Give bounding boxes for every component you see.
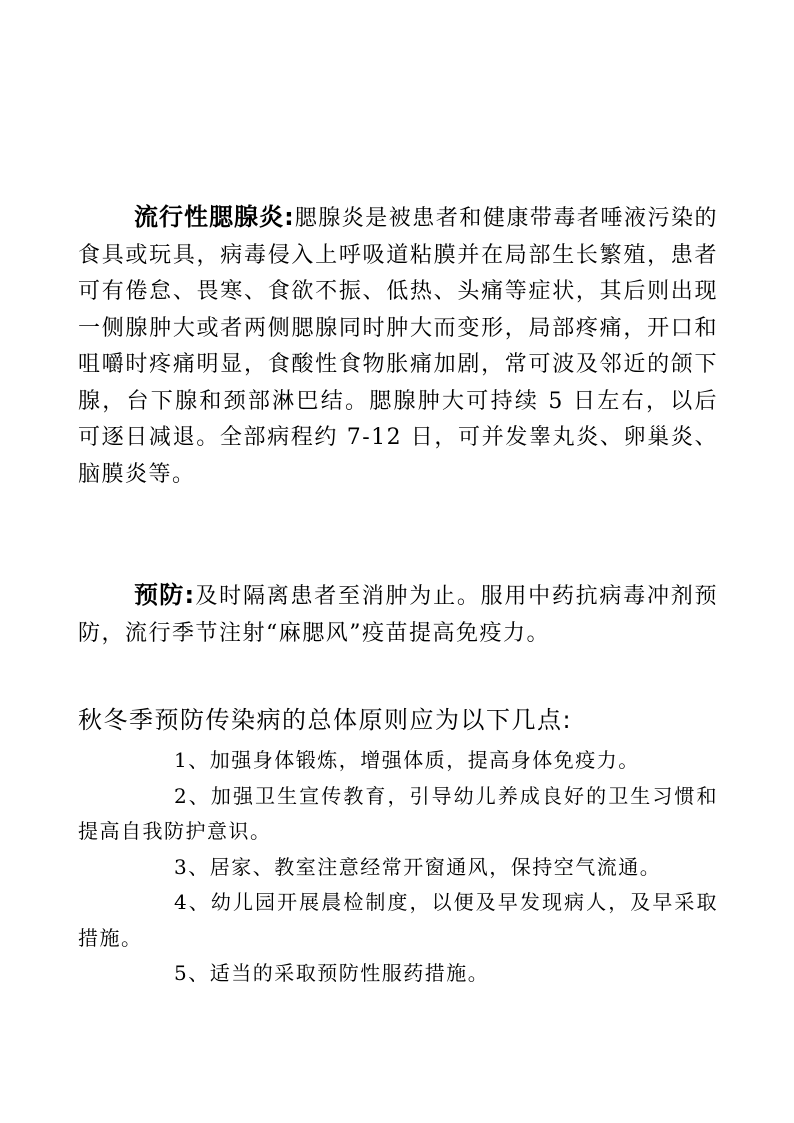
principle-item: 2、加强卫生宣传教育，引导幼儿养成良好的卫生习惯和提高自我防护意识。 [78,783,718,843]
principle-item: 3、居家、教室注意经常开窗通风，保持空气流通。 [174,854,662,879]
mumps-description: 腮腺炎是被患者和健康带毒者唾液污染的食具或玩具，病毒侵入上呼吸道粘膜并在局部生长繁殖，患者可有倦怠、畏寒、食欲不振、低热、头痛等症状，其后则出现一侧腺肿大或者两侧腮腺同时肿大而变形，局部疼痛，开口和咀嚼时疼痛明显，食酸性食物胀痛加剧，常可波及邻近的颌下腺，台下腺和颈部淋巴结。腮腺肿大可持续 5 日左右，以后可逐日减退。全部病程约 7-12 日，可并发睾丸炎、卵巢炎、脑膜炎等。 [78,206,718,487]
principles-heading: 秋冬季预防传染病的总体原则应为以下几点: [78,706,573,734]
mumps-lead-term: 流行性腮腺炎: [134,203,295,231]
prevention-description: 及时隔离患者至消肿为止。服用中药抗病毒冲剂预防，流行季节注射“麻腮风”疫苗提高免疫力。 [78,584,718,646]
mumps-paragraph [78,199,718,493]
principle-item: 5、适当的采取预防性服药措施。 [174,961,490,985]
prevention-lead-term: 预防: [134,581,196,609]
principle-item: 1、加强身体锻炼，增强体质，提高身体免疫力。 [174,748,640,772]
principle-item: 4、幼儿园开展晨检制度，以便及早发现病人，及早采取措施。 [78,890,718,950]
prevention-paragraph [78,577,718,652]
principles-list [78,743,718,992]
